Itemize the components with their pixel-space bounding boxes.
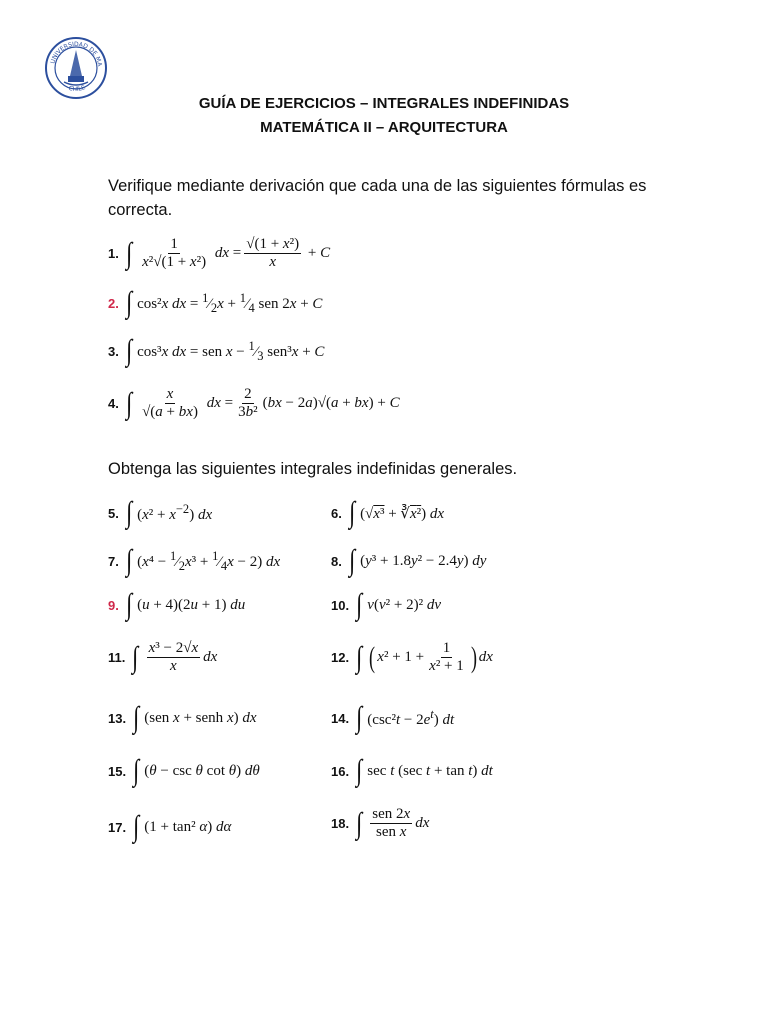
exercise-number: 18.: [331, 816, 350, 831]
exercise-2: 2. ∫ cos²x dx = $^1⁄_2x$ + $^1⁄_4$ sen 2x + C: [108, 286, 323, 319]
exercise-number: 3.: [108, 343, 119, 359]
exercise-number: 5.: [108, 505, 119, 521]
exercise-number: 12.: [331, 650, 350, 665]
exercise-7: 7. ∫ ($x^4 - ^1⁄_2x^3$ + $^1⁄_4x - 2$) dx: [108, 544, 281, 577]
page-subtitle: MATEMÁTICA II – ARQUITECTURA: [260, 119, 508, 136]
exercise-15: 15. ∫ (θ − csc θ cot θ) dθ: [108, 754, 260, 787]
exercise-number: 13.: [108, 710, 127, 726]
exercise-8: 8. ∫ (y³ + 1.8y² − 2.4y) dy: [331, 544, 487, 577]
exercise-5: 5. ∫ $(x^2 + x^{-2})$ dx: [108, 496, 213, 529]
exercise-number: 2.: [108, 295, 119, 311]
exercise-18: 18. ∫ $\frac{\text{sen 2x}}{\text{sen x}}$ dx: [331, 806, 430, 840]
exercise-number: 8.: [331, 553, 342, 569]
exercise-number: 7.: [108, 553, 119, 569]
exercise-10: 10. ∫ v(v² + 2)² dv: [331, 588, 442, 621]
exercise-number: 4.: [108, 396, 119, 411]
exercise-number: 16.: [331, 763, 350, 779]
exercise-3: 3. ∫ cos³x dx = sen $x - ^1⁄_3$ sen³x + C: [108, 334, 325, 367]
exercise-number: 10.: [331, 597, 350, 613]
exercise-number: 14.: [331, 710, 350, 726]
exercise-1: 1. ∫ $\frac{1}{\text{x²√(1 + x²)}}$ dx = $\frac{\text{√(1 + x²)}}{x}$ + C: [108, 236, 331, 270]
exercise-number: 6.: [331, 505, 342, 521]
exercise-14: 14. ∫ $(\csc^2t - 2e^t)$ dt: [331, 701, 455, 734]
page-title: GUÍA DE EJERCICIOS – INTEGRALES INDEFINIDAS: [198, 95, 570, 112]
exercise-number: 17.: [108, 819, 127, 835]
university-seal-logo: [44, 36, 108, 100]
svg-text:UNIVERSIDAD DE MAGALLANES: UNIVERSIDAD DE MA: [49, 40, 103, 67]
section1-instruction: Verifique mediante derivación que cada una de las siguientes fórmulas es correcta.: [108, 177, 647, 219]
exercise-number: 1.: [108, 246, 119, 261]
exercise-12: 12. ∫ ( x² + 1 + $\frac{1}{\text{x² + 1}}$ ) dx: [331, 640, 493, 674]
exercise-13: 13. ∫ (sen x + senh x) dx: [108, 701, 257, 734]
exercise-4: 4. ∫ $\frac{x}{√(a + bx)}$ dx = $\frac{2}{\text{3b²}}$ (bx − 2a)√(a + bx) + C: [108, 386, 400, 420]
exercise-number: 11.: [108, 650, 126, 665]
exercise-17: 17. ∫ (1 + tan² α) dα: [108, 810, 232, 843]
exercise-number: 15.: [108, 763, 127, 779]
exercise-11: 11. ∫ $\frac{\text{x³ − 2√x}}{x}$ dx: [108, 640, 218, 674]
exercise-16: 16. ∫ sec t (sec t + tan t) dt: [331, 754, 493, 787]
exercise-number: 9.: [108, 597, 119, 613]
svg-text:CHILE: CHILE: [67, 84, 87, 93]
exercise-6: 6. ∫ (√x³ + ∛x²) dx: [331, 496, 445, 529]
exercise-9: 9. ∫ (u + 4)(2u + 1) du: [108, 588, 246, 621]
section2-instruction: Obtenga las siguientes integrales indefinidas generales.: [108, 460, 518, 478]
